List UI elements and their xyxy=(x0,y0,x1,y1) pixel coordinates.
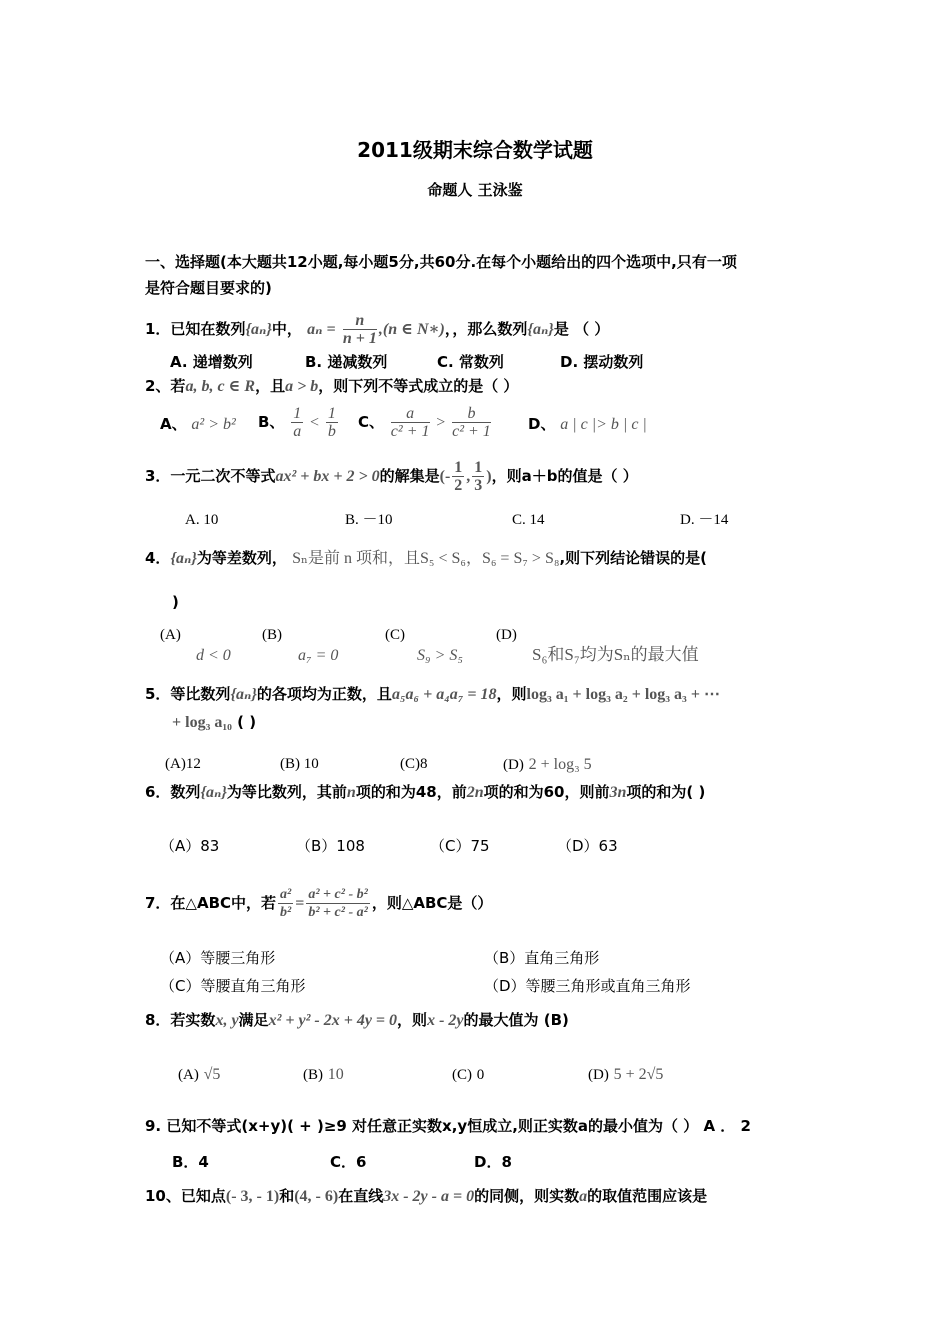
q10-var: a xyxy=(579,1188,588,1205)
q3-mid: 的解集是 xyxy=(379,467,440,485)
q2-option-a-expr: a² > b² xyxy=(191,416,236,433)
q8-b-label: (B) xyxy=(303,1067,323,1083)
q2-mid: ，且 xyxy=(255,377,286,395)
question-7 xyxy=(145,878,492,929)
q4-mid: 为等差数列， xyxy=(196,549,287,567)
q2-c-den1: c² + 1 xyxy=(390,423,430,440)
q2-option-c xyxy=(358,402,493,443)
q2-c-den2: c² + 1 xyxy=(452,423,491,440)
q3-tail: ，则a＋b的值是（ ） xyxy=(491,467,638,485)
q9-option-d: D．8 xyxy=(474,1153,512,1171)
q7-option-c: （C）等腰直角三角形 xyxy=(160,977,306,995)
q2-b-den2: b xyxy=(327,423,336,440)
q2-c-num2: b xyxy=(452,405,491,423)
q2-option-b-label: B、 xyxy=(258,413,285,431)
q5-d-label: (D) xyxy=(503,757,524,773)
q8-mid-2: ，则 xyxy=(397,1011,428,1029)
q7-rhs-frac xyxy=(306,886,369,921)
q2-option-b-frac1 xyxy=(291,405,303,440)
q8-mid: 满足 xyxy=(238,1011,269,1029)
q4-option-b xyxy=(262,624,338,666)
q1-prefix: 1．已知在数列 xyxy=(145,320,246,338)
q7-option-a: （A）等腰三角形 xyxy=(160,949,276,967)
q1-fraction xyxy=(343,312,377,347)
q6-option-b: （B）108 xyxy=(296,837,365,855)
q6-n: n xyxy=(346,784,356,801)
q4-b-label: (B) xyxy=(262,627,282,643)
q8-condition: x² + y² - 2x + 4y = 0 xyxy=(268,1012,398,1029)
q2-tail: ，则下列不等式成立的是（ ） xyxy=(318,377,519,395)
q2-c-rel: > xyxy=(436,414,446,431)
q10-tail: 的取值范围应该是 xyxy=(587,1187,708,1205)
q2-option-d-label: D、 xyxy=(528,415,556,433)
q6-option-d: （D）63 xyxy=(557,837,618,855)
q4-tail: ,则下列结论错误的是( xyxy=(559,549,707,567)
q10-mid-2: 的同侧，则实数 xyxy=(474,1187,580,1205)
q2-option-c-frac1 xyxy=(391,405,430,440)
q7-lhs-den: b² xyxy=(280,905,292,920)
q9-option-b: B．4 xyxy=(172,1153,209,1171)
q4-prefix: 4． xyxy=(145,549,171,567)
q1-frac-num: n xyxy=(343,312,377,330)
q2-prefix: 2、若 xyxy=(145,377,186,395)
q1-sequence-2: {aₙ} xyxy=(527,321,554,338)
q8-a-expr: √5 xyxy=(203,1066,221,1083)
q4-c-label: (C) xyxy=(385,627,405,643)
q8-b-expr: 10 xyxy=(327,1066,344,1083)
q5-option-a: (A)12 xyxy=(165,756,201,772)
q1-end: 是 （ ） xyxy=(553,320,610,338)
q5-expr-1: log₃ a₁ + log₃ a₂ + log₃ a₃ + ⋯ xyxy=(526,686,720,703)
section-heading: 一、选择题(本大题共12小题,每小题5分,共60分.在每个小题给出的四个选项中,只有一项 xyxy=(145,253,737,271)
q2-vars: a, b, c ∈ R xyxy=(185,378,256,395)
q8-prefix: 8．若实数 xyxy=(145,1011,216,1029)
q4-b-expr: a₇ = 0 xyxy=(298,647,339,664)
q7-option-d: （D）等腰三角形或直角三角形 xyxy=(484,977,691,995)
q4-c-expr: S₉ > S₅ xyxy=(417,647,463,664)
q2-b-num2: 1 xyxy=(327,405,336,422)
q7-lhs-frac xyxy=(278,886,293,921)
q2-option-b xyxy=(258,402,340,443)
q10-line-eq: 3x - 2y - a = 0 xyxy=(383,1188,475,1205)
q5-option-d xyxy=(503,754,592,775)
q4-option-c xyxy=(385,624,463,666)
q4-a-label: (A) xyxy=(160,627,181,643)
q5-d-expr: 2 + log₃ 5 xyxy=(528,756,592,773)
q6-part-2: 项的和为48，前 xyxy=(355,783,467,801)
q5-mid: 的各项均为正数，且 xyxy=(256,685,392,703)
page-title: 2011级期末综合数学试题 xyxy=(357,138,593,162)
q10-mid: 在直线 xyxy=(338,1187,384,1205)
q8-vars: x, y xyxy=(215,1012,239,1029)
q1-sequence: {aₙ} xyxy=(245,321,272,338)
q1-option-b: B. 递减数列 xyxy=(305,353,388,371)
q1-tail: ，，那么数列 xyxy=(444,320,528,338)
q6-part-1: 为等比数列，其前 xyxy=(226,783,347,801)
question-10 xyxy=(145,1186,707,1207)
q8-tail: 的最大值为 (B) xyxy=(463,1011,569,1029)
q5-tail: ，则 xyxy=(496,685,527,703)
q10-point-2: (4, - 6) xyxy=(294,1188,339,1205)
author-line: 命题人 王泳鉴 xyxy=(427,181,523,199)
q5-expr-2: + log₃ a₁₀ xyxy=(172,714,232,731)
q6-2n: 2n xyxy=(466,784,484,801)
q8-option-d xyxy=(588,1064,663,1085)
q1-condition: ,(n ∈ N∗) xyxy=(378,321,445,338)
q4-a-expr: d < 0 xyxy=(196,647,231,664)
q5-end: ( ) xyxy=(231,713,257,731)
q2-option-a xyxy=(160,414,236,435)
q10-point-1: (- 3, - 1) xyxy=(225,1188,280,1205)
q7-eq: = xyxy=(295,895,305,912)
q8-c-label: (C) xyxy=(452,1067,472,1083)
q8-option-b xyxy=(303,1064,344,1085)
q7-lhs-num: a² xyxy=(280,887,292,902)
q8-c-expr: 0 xyxy=(476,1067,485,1083)
q2-option-c-label: C、 xyxy=(358,413,385,431)
q5-option-c: (C)8 xyxy=(400,756,428,772)
q4-d-expr: S₆和S₇均为Sₙ的最大值 xyxy=(532,645,699,664)
q2-option-c-frac2 xyxy=(452,405,491,440)
question-2 xyxy=(145,376,518,397)
q3-num2: 1 xyxy=(474,459,483,476)
q8-option-a xyxy=(178,1064,220,1085)
q6-option-a: （A）83 xyxy=(160,837,220,855)
q3-set-close: ) xyxy=(486,468,492,485)
q2-option-b-frac2 xyxy=(326,405,338,440)
question-9: 9. 已知不等式(x+y)( + )≥9 对任意正实数x,y恒成立,则正实数a的最小值为（ ） A ． 2 xyxy=(145,1117,751,1135)
q3-num1: 1 xyxy=(454,459,463,476)
section-heading-cont: 是符合题目要求的) xyxy=(145,279,272,297)
q7-prefix: 7．在△ABC中，若 xyxy=(145,894,277,912)
q7-rhs-num: a² + c² - b² xyxy=(308,887,368,902)
q3-den2: 3 xyxy=(474,477,483,494)
q3-option-d: D. －14 xyxy=(680,512,729,528)
q3-den1: 2 xyxy=(454,477,463,494)
q9-option-c: C．6 xyxy=(330,1153,367,1171)
q3-prefix: 3．一元二次不等式 xyxy=(145,467,276,485)
q4-description: Sₙ是前 n 项和，且S₅ < S₆，S₆ = S₇ > S₈ xyxy=(292,550,560,567)
q7-rhs-den: b² + c² - a² xyxy=(308,905,368,920)
q2-c-num1: a xyxy=(391,405,430,423)
q4-sequence: {aₙ} xyxy=(170,550,197,567)
q2-b-den1: a xyxy=(293,423,302,440)
q1-frac-den: n + 1 xyxy=(342,330,377,347)
q5-line-2 xyxy=(172,712,256,733)
q3-frac1 xyxy=(452,459,464,494)
q2-b-num1: 1 xyxy=(293,405,302,422)
q2-condition: a > b xyxy=(285,378,319,395)
q8-d-expr: 5 + 2√5 xyxy=(613,1066,664,1083)
q6-option-c: （C）75 xyxy=(430,837,490,855)
q3-option-c: C. 14 xyxy=(512,512,545,528)
q5-condition: a₅a₆ + a₄a₇ = 18 xyxy=(391,686,497,703)
q3-option-a: A. 10 xyxy=(185,512,219,528)
q3-comma: , xyxy=(466,468,471,485)
question-1 xyxy=(145,312,609,347)
q1-formula-lhs: aₙ = xyxy=(307,321,336,338)
q2-option-d-expr: a | c |> b | c | xyxy=(560,416,647,433)
q1-option-a: A. 递增数列 xyxy=(170,353,253,371)
q5-sequence: {aₙ} xyxy=(230,686,257,703)
q7-tail: ，则△ABC是（） xyxy=(371,894,493,912)
q8-target: x - 2y xyxy=(427,1012,464,1029)
q8-option-c xyxy=(452,1064,484,1085)
q5-prefix: 5．等比数列 xyxy=(145,685,231,703)
q6-part-3: 项的和为60，则前 xyxy=(483,783,610,801)
q6-3n: 3n xyxy=(609,784,627,801)
q2-b-rel: < xyxy=(310,414,320,431)
question-3 xyxy=(145,456,638,497)
q4-d-label: (D) xyxy=(496,627,517,643)
q4-close: ) xyxy=(172,593,179,611)
q3-option-b: B. －10 xyxy=(345,512,393,528)
q4-option-d xyxy=(496,624,699,665)
q7-option-b: （B）直角三角形 xyxy=(484,949,600,967)
q2-option-d xyxy=(528,414,647,435)
q3-set-open: (- xyxy=(439,468,451,485)
q8-d-label: (D) xyxy=(588,1067,609,1083)
q8-a-label: (A) xyxy=(178,1067,199,1083)
q5-option-b: (B) 10 xyxy=(280,756,319,772)
q1-option-d: D. 摆动数列 xyxy=(560,353,644,371)
q3-inequality: ax² + bx + 2 > 0 xyxy=(275,468,380,485)
question-5 xyxy=(145,684,720,705)
q3-frac2 xyxy=(472,459,484,494)
q10-prefix: 10、已知点 xyxy=(145,1187,226,1205)
q10-and: 和 xyxy=(279,1187,295,1205)
q6-prefix: 6．数列 xyxy=(145,783,201,801)
q4-option-a xyxy=(160,624,231,666)
question-4 xyxy=(145,548,707,569)
q1-mid: 中， xyxy=(271,320,302,338)
question-6 xyxy=(145,782,705,803)
q6-part-4: 项的和为( ) xyxy=(626,783,706,801)
q1-option-c: C. 常数列 xyxy=(437,353,504,371)
q2-option-a-label: A、 xyxy=(160,415,187,433)
q6-sequence: {aₙ} xyxy=(200,784,227,801)
question-8 xyxy=(145,1010,569,1031)
